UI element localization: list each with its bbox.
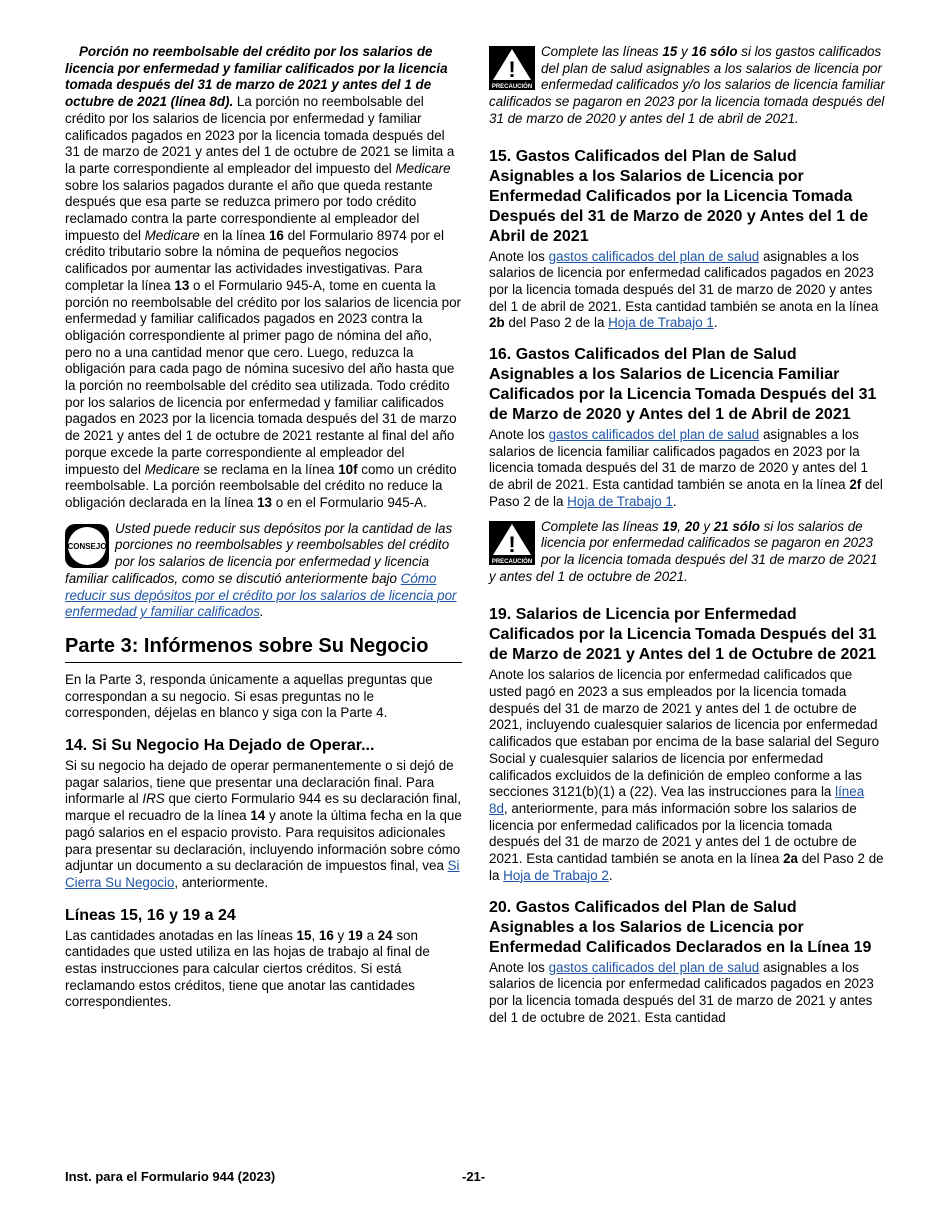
link-worksheet-2[interactable]: Hoja de Trabajo 2 [503, 867, 609, 883]
caution-note-15-16: ! PRECAUCIÓN Complete las líneas 15 y 16 sólo si los gastos calificados del plan de salud asignables a los salarios de licencia por enfermedad calificados y/o los salarios de licencia familiar calificados se pagaron en 2023 por la licencia tomada después del 31 de marzo de 2020 y antes del 1 de abril de 2021. [489, 44, 885, 126]
nonrefundable-credit-paragraph: Porción no reembolsable del crédito por los salarios de licencia por enfermedad y familiar calificados por la licencia tomada después del 31 de marzo de 2021 y antes del 1 de octubre de 2021 (línea 8d). La porción no reembolsable del crédito por los salarios de licencia por enfermedad y familiar calificados pagados en 2023 por la licencia tomada después del 31 de marzo de 2021 y antes del 1 de octubre de 2021 se limita a la parte correspondiente al empleador del impuesto del Medicare sobre los salarios pagados durante el año que queda restante después que esa parte se reduzca primero por todo crédito reclamado contra la parte correspondiente al empleador del impuesto del Medicare en la línea 16 del Formulario 8974 por el crédito tributario sobre la nómina de pequeños negocios calificados por aumentar las actividades investigativas. Para completar la línea 13 o el Formulario 945-A, tome en cuenta la porción no reembolsable del crédito por los salarios de licencia por enfermedad y familiar calificados pagados en 2023 contra la obligación correspondiente al primer pago de nómina del año, pero no a una cantidad menor que cero. Luego, reduzca la obligación para cada pago de nómina sucesivo del año hasta que la porción no reembolsable del crédito sea utilizada. Todo crédito por los salarios de licencia por enfermedad y familiar calificados pagados en 2023 por la licencia tomada después del 31 de marzo de 2021 y antes del 1 de octubre de 2021 restante al final del año porque excede la parte correspondiente al empleador del impuesto del Medicare se reclama en la línea 10f como un crédito reembolsable. La porción reembolsable del crédito no reduce la obligación declarada en la línea 13 o en el Formulario 945-A. [65, 44, 461, 510]
svg-text:!: ! [508, 531, 516, 557]
caution-icon [489, 521, 535, 565]
line14-paragraph: Si su negocio ha dejado de operar permanentemente o si dejó de pagar salarios, tiene que presentar una declaración final. Para informarle al IRS que cierto Formulario 944 es su declaración final, marque el recuadro de la línea 14 y anote la última fecha en la que pagó salarios en el espacio provisto. Para requisitos adicionales para presentar su declaración, incluyendo información sobre cómo adjuntar un documento a su declaración de impuestos final, vea Si Cierra Su Negocio, anteriormente. [65, 758, 462, 890]
svg-text:PRECAUCIÓN: PRECAUCIÓN [491, 558, 533, 565]
svg-text:PRECAUCIÓN: PRECAUCIÓN [491, 84, 533, 90]
link-reduce-deposits[interactable]: Cómo reducir sus depósitos por el crédito por los salarios de licencia por enfermedad y familiar calificados [65, 570, 457, 620]
link-qualified-health-plan-expenses[interactable]: gastos calificados del plan de salud [548, 248, 760, 264]
line20-paragraph: Anote los gastos calificados del plan de salud asignables a los salarios de licencia por enfermedad calificados pagados en 2023 por la licencia tomada después del 31 de marzo de 2021 y antes del 1 de octubre de 2021. Esta cantidad [489, 959, 874, 1025]
right-column [489, 44, 885, 1026]
caution-note-19-21: ! PRECAUCIÓN Complete las líneas 19, 20 y 21 sólo si los salarios de licencia por enfermedad calificados se pagaron en 2023 por la licencia tomada después del 31 de marzo de 2021 y antes del 1 de octubre de 2021. [489, 518, 878, 584]
consejo-tip-icon [65, 524, 109, 568]
line16-paragraph: Anote los gastos calificados del plan de salud asignables a los salarios de licencia familiar calificados pagados en 2023 por la licencia tomada después del 31 de marzo de 2020 y antes del 1 de abril de 2021. Esta cantidad también se anota en la línea 2f del Paso 2 de la Hoja de Trabajo 1. [489, 427, 883, 509]
link-worksheet-1[interactable]: Hoja de Trabajo 1 [608, 315, 714, 331]
line19-heading: 19. Salarios de Licencia por Enfermedad Calificados por la Licencia Tomada Después del 31 de Marzo de 2021 y Antes del 1 de Octubre de 2021 [489, 606, 877, 664]
link-close-business[interactable]: Si Cierra Su Negocio [65, 858, 460, 890]
paragraph-heading: Porción no reembolsable del crédito por los salarios de licencia por enfermedad y familiar calificados por la licencia tomada después del 31 de marzo de 2021 y antes del 1 de octubre de 2021 (línea 8d). [65, 44, 448, 110]
link-qualified-health-plan-expenses[interactable]: gastos calificados del plan de salud [548, 427, 760, 443]
tip-note: CONSEJO Usted puede reducir sus depósitos por la cantidad de las porciones no reembolsables y reembolsables del crédito por los salarios de licencia por enfermedad y licencia familiar calificados, como se discutió anteriormente bajo Cómo reducir sus depósitos por el crédito por los salarios de licencia por enfermedad y familiar calificados. [65, 520, 457, 620]
line19-paragraph: Anote los salarios de licencia por enfermedad calificados que usted pagó en 2023 a sus empleados por la licencia tomada después del 31 de marzo de 2021 y antes del 1 de octubre de 2021, incluyendo cualesquier salarios de licencia por enfermedad calificados que estaban por encima de la base salarial del Seguro Social y cualesquier salarios de licencia por enfermedad calificados excluidos de la definición de empleo conforme a las secciones 3121(b)(1) a (22). Vea las instrucciones para la línea 8d, anteriormente, para más información sobre los salarios de licencia por enfermedad calificados por la licencia tomada después del 31 de marzo de 2021 y antes del 1 de octubre de 2021. Esta cantidad también se anota en la línea 2a del Paso 2 de la Hoja de Trabajo 2. [489, 667, 884, 883]
caution-icon [489, 46, 535, 90]
line16-heading: 16. Gastos Calificados del Plan de Salud Asignables a los Salarios de Licencia Familiar Calificados por la Licencia Tomada Después del 31 de Marzo de 2020 y Antes del 1 de Abril de 2021 [489, 346, 877, 424]
left-column [65, 44, 462, 1011]
part3-title: Parte 3: Infórmenos sobre Su Negocio [65, 633, 462, 663]
lines-15-24-heading: Líneas 15, 16 y 19 a 24 [65, 906, 236, 924]
line15-paragraph: Anote los gastos calificados del plan de salud asignables a los salarios de licencia por enfermedad calificados pagados en 2023 por la licencia tomada después del 31 de marzo de 2020 y antes del 1 de abril de 2021. Esta cantidad también se anota en la línea 2b del Paso 2 de la Hoja de Trabajo 1. [489, 248, 879, 331]
line14-heading: 14. Si Su Negocio Ha Dejado de Operar... [65, 737, 375, 755]
svg-text:!: ! [508, 57, 516, 82]
line20-heading: 20. Gastos Calificados del Plan de Salud Asignables a los Salarios de Licencia por Enfermedad Calificados Declarados en la Línea 19 [489, 898, 872, 956]
lines-15-24-paragraph: Las cantidades anotadas en las líneas 15, 16 y 19 a 24 son cantidades que usted utiliza en las hojas de trabajo al final de estas instrucciones para calcular ciertos créditos. Si está reclamando estos créditos, tiene que anotar las cantidades correspondientes. [65, 927, 430, 1010]
part3-intro: En la Parte 3, responda únicamente a aquellas preguntas que correspondan a su negocio. Si esas preguntas no le corresponden, déjelas en blanco y siga con la Parte 4. [65, 671, 433, 721]
link-worksheet-1[interactable]: Hoja de Trabajo 1 [567, 493, 673, 509]
link-qualified-health-plan-expenses[interactable]: gastos calificados del plan de salud [548, 959, 760, 975]
svg-text:CONSEJO: CONSEJO [67, 541, 107, 551]
line15-heading: 15. Gastos Calificados del Plan de Salud Asignables a los Salarios de Licencia por Enfermedad Calificados por la Licencia Tomada Después del 31 de Marzo de 2020 y Antes del 1 de Abril de 2021 [489, 147, 869, 245]
footer-form-name: Inst. para el Formulario 944 (2023) [65, 1169, 276, 1184]
link-line-8d[interactable]: línea 8d [489, 784, 865, 816]
footer-page-number: -21- [462, 1169, 486, 1184]
